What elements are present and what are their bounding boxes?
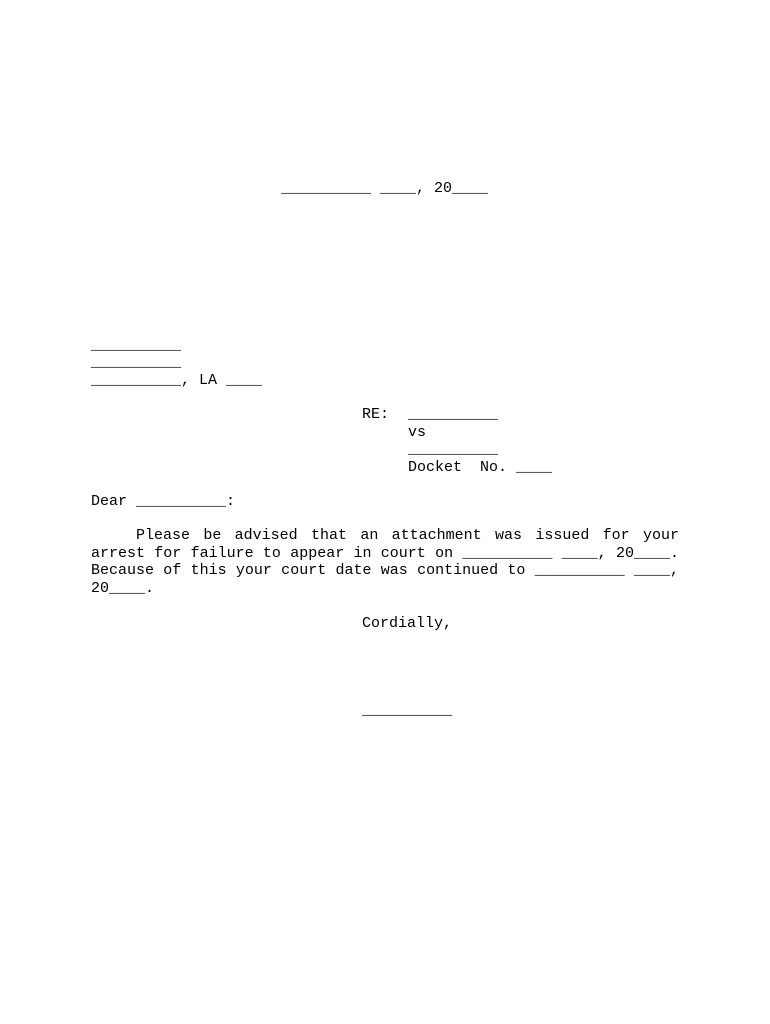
- re-party-1: __________: [408, 406, 499, 423]
- address-line-2: __________: [91, 354, 182, 371]
- docket-number: Docket No. ____: [408, 459, 553, 476]
- address-line-1: __________: [91, 337, 182, 354]
- date-line: __________ ____, 20____: [281, 180, 489, 197]
- closing: Cordially,: [362, 615, 453, 632]
- signature-line: __________: [362, 702, 453, 719]
- body-paragraph: Please be advised that an attachment was issued for your arrest for failure to appear in court on __________ ____, 20____. Because of this your court date was continued to __________ ____, 20____.: [91, 527, 679, 597]
- re-label: RE:: [362, 406, 390, 423]
- re-party-2: __________: [408, 441, 499, 458]
- salutation: Dear __________:: [91, 493, 236, 510]
- re-vs: vs: [408, 424, 427, 441]
- address-line-3: __________, LA ____: [91, 372, 263, 389]
